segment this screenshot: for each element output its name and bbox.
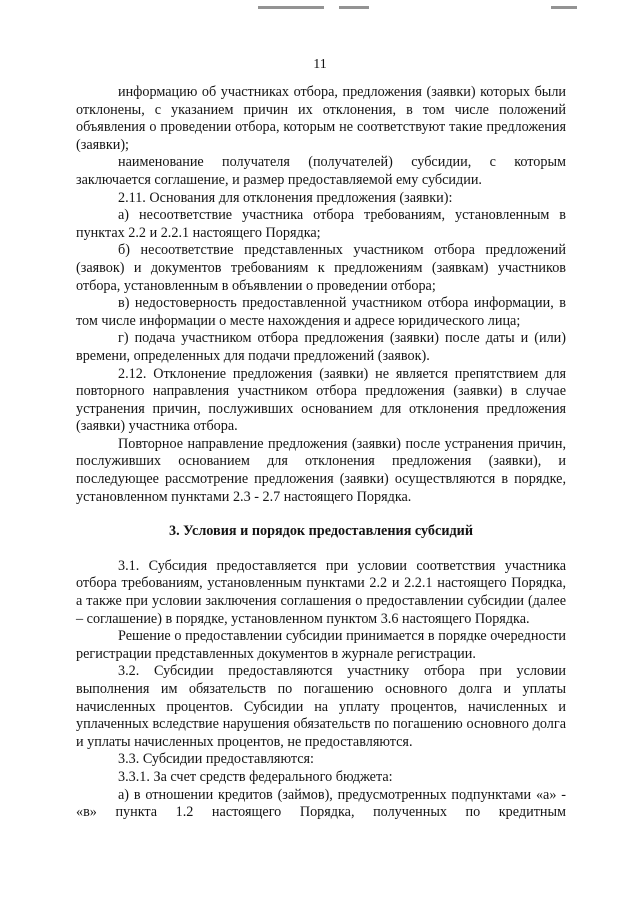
section-heading: 3. Условия и порядок предоставления субсидий xyxy=(168,523,474,540)
paragraph: а) в отношении кредитов (займов), предусмотренных подпунктами «а» - «в» пункта 1.2 настоящего Порядка, полученных по кредитным xyxy=(76,786,566,821)
paragraph: в) недостоверность предоставленной участником отбора информации, в том числе информации о месте нахождения и адресе юридического лица; xyxy=(76,295,566,329)
scan-artifact-marks xyxy=(0,6,640,14)
paragraph: наименование получателя (получателей) субсидии, с которым заключается соглашение, и размер предоставляемой ему субсидии. xyxy=(76,154,566,188)
page-number: 11 xyxy=(313,57,327,72)
paragraph: 2.12. Отклонение предложения (заявки) не является препятствием для повторного направления участником отбора предложения (заявки) в случае устранения причин, послуживших основанием для отклонения предложения (заявки) участника отбора. xyxy=(76,365,566,435)
paragraph: б) несоответствие представленных участником отбора предложений (заявок) и документов требованиям к предложениям (заявкам) участников отбора, установленным в объявлении о проведении отбора; xyxy=(76,242,566,294)
paragraph: г) подача участником отбора предложения (заявки) после даты и (или) времени, определенных для подачи предложений (заявок). xyxy=(76,330,566,364)
paragraph: 3.3.1. За счет средств федерального бюджета: xyxy=(118,768,393,785)
paragraph: а) несоответствие участника отбора требованиям, установленным в пунктах 2.2 и 2.2.1 настоящего Порядка; xyxy=(76,207,566,241)
paragraph: 3.3. Субсидии предоставляются: xyxy=(118,751,314,768)
paragraph: Повторное направление предложения (заявки) после устранения причин, послуживших основанием для отклонения предложения (заявки), и последующее рассмотрение предложения (заявки) осуществляются в порядке, установленном пунктами 2.3 - 2.7 настоящего Порядка. xyxy=(76,435,566,505)
paragraph: информацию об участниках отбора, предложения (заявки) которых были отклонены, с указанием причин их отклонения, в том числе положений объявления о проведении отбора, которым не соответствуют такие предложения (заявки); xyxy=(76,84,566,153)
paragraph: 3.2. Субсидии предоставляются участнику отбора при условии выполнения им обязательств по погашению основного долга и уплаты начисленных процентов. Субсидии на уплату процентов, начисленных и уплаченных вследствие нарушения обязательств по погашению основного долга и уплаты начисленных процентов, не предоставляются. xyxy=(76,663,566,750)
paragraph: Решение о предоставлении субсидии принимается в порядке очередности регистрации представленных документов в журнале регистрации. xyxy=(76,628,566,662)
paragraph: 2.11. Основания для отклонения предложения (заявки): xyxy=(118,189,453,206)
scan-mark xyxy=(258,6,324,9)
scan-mark xyxy=(551,6,577,9)
scan-mark xyxy=(339,6,369,9)
document-body xyxy=(76,84,566,822)
paragraph: 3.1. Субсидия предоставляется при условии соответствия участника отбора требованиям, установленным пунктами 2.2 и 2.2.1 настоящего Порядка, а также при условии заключения соглашения о предоставлении субсидии (далее – соглашение) в порядке, установленном пунктом 3.6 настоящего Порядка. xyxy=(76,557,566,627)
